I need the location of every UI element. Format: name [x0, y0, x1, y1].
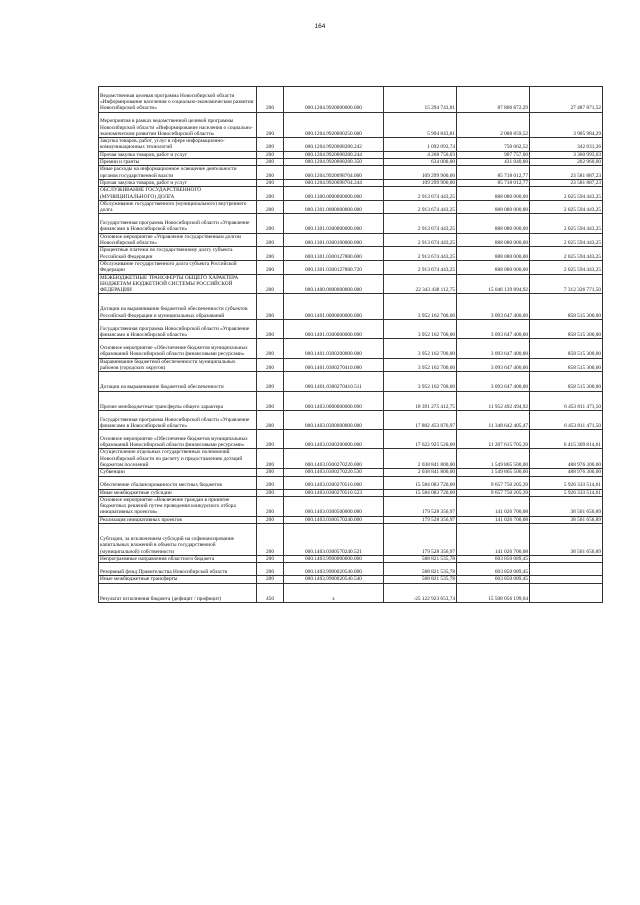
row-plan-cell: 15 294 743,81: [384, 87, 457, 113]
row-kbk-cell: 000.1403.9900020540.000: [284, 563, 384, 576]
row-name-cell: Резервный фонд Правительства Новосибирской области: [99, 563, 257, 576]
row-code-cell: 200: [257, 247, 284, 261]
table-row: [99, 187, 603, 201]
row-plan-cell: 588 821 535,78: [384, 563, 457, 576]
row-name-cell: Прочая закупка товаров, работ и услуг: [99, 179, 257, 186]
row-plan-cell: 17 622 925 520,00: [384, 430, 457, 449]
row-name-cell: Осуществление отдельных государственных полномочий Новосибирской области по расчету и предоставлению дотаций бюджетам поселений: [99, 449, 257, 469]
row-code-cell: 200: [257, 233, 284, 247]
row-remainder-cell: 488 976 300,00: [530, 469, 603, 476]
row-kbk-cell: 000.1403.0300000000.000: [284, 410, 384, 429]
row-code-cell: 200: [257, 151, 284, 158]
row-code-cell: 200: [257, 87, 284, 113]
row-name-cell: Результат исполнения бюджета (дефицит / профицит): [99, 583, 257, 602]
table-row: [99, 320, 603, 339]
row-code-cell: 200: [257, 555, 284, 562]
row-name-cell: Процентные платежи по государственному долгу субъекта Российской Федерации: [99, 247, 257, 261]
row-kbk-cell: 000.1204.9920008280.242: [284, 138, 384, 152]
row-plan-cell: 4 268 750,03: [384, 151, 457, 158]
row-plan-cell: 1 092 093,74: [384, 138, 457, 152]
row-name-cell: Государственная программа Новосибирской области «Управление финансами в Новосибирской области»: [99, 320, 257, 339]
row-remainder-cell: 2 025 594 443,25: [530, 247, 603, 261]
row-executed-cell: 9 657 750 205,39: [457, 489, 530, 496]
row-executed-cell: 141 026 700,08: [457, 516, 530, 523]
row-remainder-cell: [530, 583, 603, 602]
table-row: [99, 449, 603, 469]
row-kbk-cell: 000.1403.9900020540.540: [284, 576, 384, 583]
row-executed-cell: 87 806 872,29: [457, 87, 530, 113]
row-plan-cell: 109 299 900,00: [384, 179, 457, 186]
row-executed-cell: 3 093 647 400,00: [457, 372, 530, 391]
row-remainder-cell: [530, 576, 603, 583]
row-plan-cell: 3 952 162 700,00: [384, 339, 457, 358]
table-row: [99, 391, 603, 410]
row-executed-cell: 907 757,00: [457, 151, 530, 158]
table-row: [99, 214, 603, 233]
row-code-cell: 200: [257, 320, 284, 339]
table-row: [99, 274, 603, 294]
table-row: [99, 138, 603, 152]
table-row: [99, 372, 603, 391]
row-executed-cell: 888 080 000,00: [457, 233, 530, 247]
row-kbk-cell: 000.1401.0300000000.000: [284, 320, 384, 339]
row-remainder-cell: 3 905 984,29: [530, 112, 603, 138]
row-executed-cell: 141 026 700,08: [457, 496, 530, 516]
row-executed-cell: 85 718 012,77: [457, 166, 530, 180]
row-remainder-cell: 342 031,26: [530, 138, 603, 152]
row-executed-cell: 3 093 647 400,00: [457, 320, 530, 339]
table-row: [99, 524, 603, 556]
row-code-cell: 200: [257, 476, 284, 489]
row-executed-cell: 11 348 642 405,47: [457, 410, 530, 429]
row-code-cell: 200: [257, 496, 284, 516]
table-row: [99, 151, 603, 158]
table-body: [99, 87, 603, 603]
row-kbk-cell: 000.1301.0300127880.720: [284, 260, 384, 274]
row-executed-cell: 11 952 492 494,92: [457, 391, 530, 410]
row-remainder-cell: 858 515 300,00: [530, 339, 603, 358]
row-name-cell: Иные расходы на информационное освещение деятельности органов государственной власти: [99, 166, 257, 180]
row-kbk-cell: 000.1204.9920000250.000: [284, 112, 384, 138]
row-plan-cell: 109 299 900,00: [384, 166, 457, 180]
row-kbk-cell: 000.1301.0300000000.000: [284, 214, 384, 233]
row-executed-cell: 2 088 859,52: [457, 112, 530, 138]
table-row: [99, 555, 603, 562]
table-row: [99, 233, 603, 247]
row-plan-cell: 2 038 841 800,00: [384, 449, 457, 469]
row-kbk-cell: 000.1204.9920098704.244: [284, 179, 384, 186]
row-kbk-cell: 000.1403.0300570240.000: [284, 516, 384, 523]
row-kbk-cell: 000.1403.0300270220.530: [284, 469, 384, 476]
table-row: [99, 576, 603, 583]
row-kbk-cell: 000.1403.9900000000.000: [284, 555, 384, 562]
row-plan-cell: 15 584 083 720,00: [384, 476, 457, 489]
table-row: [99, 489, 603, 496]
row-executed-cell: 888 080 000,00: [457, 200, 530, 214]
row-kbk-cell: 000.1301.0300127880.000: [284, 247, 384, 261]
row-plan-cell: 2 913 674 443,25: [384, 214, 457, 233]
row-plan-cell: 17 802 453 876,97: [384, 410, 457, 429]
row-name-cell: Субвенции: [99, 469, 257, 476]
table-row: [99, 247, 603, 261]
row-code-cell: 200: [257, 516, 284, 523]
row-kbk-cell: x: [284, 583, 384, 602]
row-name-cell: Прочие межбюджетные трансферты общего характера: [99, 391, 257, 410]
row-name-cell: Прочая закупка товаров, работ и услуг: [99, 151, 257, 158]
row-kbk-cell: 000.1403.0000000000.000: [284, 391, 384, 410]
row-name-cell: Непрограммные направления областного бюджета: [99, 555, 257, 562]
row-code-cell: 200: [257, 159, 284, 166]
row-kbk-cell: 000.1204.9920098704.000: [284, 166, 384, 180]
row-kbk-cell: 000.1403.0300570240.521: [284, 524, 384, 556]
row-name-cell: Обслуживание государственного долга субъекта Российской Федерации: [99, 260, 257, 274]
row-name-cell: Закупка товаров, работ, услуг в сфере информационно-коммуникационных технологий: [99, 138, 257, 152]
row-remainder-cell: [530, 555, 603, 562]
row-code-cell: 200: [257, 410, 284, 429]
row-plan-cell: 2 913 674 443,25: [384, 233, 457, 247]
row-executed-cell: 750 062,52: [457, 138, 530, 152]
row-executed-cell: 141 026 700,08: [457, 524, 530, 556]
row-code-cell: 200: [257, 214, 284, 233]
row-name-cell: Обслуживание государственного (муниципального) внутреннего долга: [99, 200, 257, 214]
row-code-cell: 200: [257, 430, 284, 449]
row-executed-cell: 9 657 750 205,39: [457, 476, 530, 489]
row-remainder-cell: 202 960,00: [530, 159, 603, 166]
row-remainder-cell: 6 453 811 471,50: [530, 391, 603, 410]
row-kbk-cell: 000.1401.0300270410.000: [284, 358, 384, 372]
row-code-cell: 200: [257, 179, 284, 186]
budget-execution-table: [98, 86, 603, 603]
row-executed-cell: 11 207 615 705,39: [457, 430, 530, 449]
row-kbk-cell: 000.1400.0000000000.000: [284, 274, 384, 294]
row-plan-cell: 5 994 843,81: [384, 112, 457, 138]
row-executed-cell: 431 040,00: [457, 159, 530, 166]
row-name-cell: Основное мероприятие «Вовлечение граждан в принятие бюджетных решений путем проведения конкурсного отбора инициативных проектов»: [99, 496, 257, 516]
row-executed-cell: 888 080 000,00: [457, 214, 530, 233]
row-remainder-cell: 5 926 333 514,61: [530, 476, 603, 489]
row-remainder-cell: 2 025 594 443,25: [530, 200, 603, 214]
row-name-cell: МЕЖБЮДЖЕТНЫЕ ТРАНСФЕРТЫ ОБЩЕГО ХАРАКТЕРА БЮДЖЕТАМ БЮДЖЕТНОЙ СИСТЕМЫ РОССИЙСКОЙ ФЕДЕРАЦИИ: [99, 274, 257, 294]
row-plan-cell: 3 952 162 700,00: [384, 358, 457, 372]
row-name-cell: ОБСЛУЖИВАНИЕ ГОСУДАРСТВЕННОГО (МУНИЦИПАЛЬНОГО) ДОЛГА: [99, 187, 257, 201]
row-code-cell: 200: [257, 339, 284, 358]
row-remainder-cell: 6 415 309 814,61: [530, 430, 603, 449]
table-row: [99, 583, 603, 602]
table-row: [99, 476, 603, 489]
row-name-cell: Иные межбюджетные субсидии: [99, 489, 257, 496]
row-plan-cell: 3 952 162 700,00: [384, 320, 457, 339]
table-row: [99, 496, 603, 516]
row-executed-cell: 15 508 056 199,64: [457, 583, 530, 602]
row-code-cell: 200: [257, 112, 284, 138]
row-code-cell: 200: [257, 187, 284, 201]
row-code-cell: 200: [257, 524, 284, 556]
row-plan-cell: 3 952 162 700,00: [384, 372, 457, 391]
row-executed-cell: 1 549 865 500,00: [457, 469, 530, 476]
table-row: [99, 358, 603, 372]
row-code-cell: 200: [257, 200, 284, 214]
row-plan-cell: 3 952 162 700,00: [384, 294, 457, 320]
table-row: [99, 166, 603, 180]
row-remainder-cell: 2 025 594 443,25: [530, 260, 603, 274]
row-plan-cell: 179 528 356,97: [384, 516, 457, 523]
row-remainder-cell: 38 501 656,89: [530, 524, 603, 556]
row-plan-cell: 179 528 356,97: [384, 496, 457, 516]
row-code-cell: 200: [257, 563, 284, 576]
row-kbk-cell: 000.1401.0300270410.511: [284, 372, 384, 391]
row-name-cell: Основное мероприятие «Обеспечение бюджетов муниципальных образований Новосибирской области финансовыми ресурсами»: [99, 339, 257, 358]
row-code-cell: 200: [257, 294, 284, 320]
row-code-cell: 200: [257, 576, 284, 583]
row-kbk-cell: 000.1403.0300270510.523: [284, 489, 384, 496]
row-code-cell: 200: [257, 372, 284, 391]
table-row: [99, 260, 603, 274]
table-row: [99, 563, 603, 576]
row-name-cell: Обеспечение сбалансированности местных бюджетов: [99, 476, 257, 489]
row-name-cell: Мероприятия в рамках ведомственной целевой программы Новосибирской области «Информирование населения о социально-экономическом развитии Новосибирской области»: [99, 112, 257, 138]
row-remainder-cell: 38 501 656,89: [530, 516, 603, 523]
row-executed-cell: 3 093 647 400,00: [457, 294, 530, 320]
row-code-cell: 200: [257, 469, 284, 476]
row-code-cell: 200: [257, 166, 284, 180]
row-plan-cell: -25 122 923 653,74: [384, 583, 457, 602]
row-kbk-cell: 000.1301.0300100000.000: [284, 233, 384, 247]
row-plan-cell: 634 000,00: [384, 159, 457, 166]
row-remainder-cell: 858 515 300,00: [530, 358, 603, 372]
row-kbk-cell: 000.1204.9920008280.350: [284, 159, 384, 166]
row-remainder-cell: 2 025 594 443,25: [530, 233, 603, 247]
row-name-cell: Выравнивание бюджетной обеспеченности муниципальных районов (городских округов): [99, 358, 257, 372]
row-kbk-cell: 000.1300.0000000000.000: [284, 187, 384, 201]
table-row: [99, 410, 603, 429]
table-row: [99, 200, 603, 214]
row-executed-cell: 888 080 000,00: [457, 247, 530, 261]
row-plan-cell: 179 528 356,97: [384, 524, 457, 556]
row-executed-cell: 603 850 089,45: [457, 576, 530, 583]
table-row: [99, 159, 603, 166]
row-name-cell: Иные межбюджетные трансферты: [99, 576, 257, 583]
row-executed-cell: 3 093 647 400,00: [457, 358, 530, 372]
row-plan-cell: 588 821 535,78: [384, 576, 457, 583]
row-plan-cell: 2 913 674 443,25: [384, 187, 457, 201]
row-code-cell: 450: [257, 583, 284, 602]
row-kbk-cell: 000.1401.0300200000.000: [284, 339, 384, 358]
row-kbk-cell: 000.1403.0300270220.000: [284, 449, 384, 469]
row-name-cell: Дотации на выравнивание бюджетной обеспеченности: [99, 372, 257, 391]
row-remainder-cell: 7 312 326 771,50: [530, 274, 603, 294]
row-remainder-cell: [530, 563, 603, 576]
row-remainder-cell: 38 501 656,89: [530, 496, 603, 516]
row-kbk-cell: 000.1301.0000000000.000: [284, 200, 384, 214]
row-remainder-cell: 2 025 594 443,25: [530, 187, 603, 201]
row-kbk-cell: 000.1204.9920000000.000: [284, 87, 384, 113]
row-kbk-cell: 000.1204.9920008280.244: [284, 151, 384, 158]
row-executed-cell: 888 080 000,00: [457, 260, 530, 274]
row-name-cell: Субсидии, за исключением субсидий на софинансирование капитальных вложений в объекты государственной (муниципальной) собственности: [99, 524, 257, 556]
table-row: [99, 294, 603, 320]
row-code-cell: 200: [257, 358, 284, 372]
row-remainder-cell: 27 487 871,52: [530, 87, 603, 113]
row-name-cell: Премии и гранты: [99, 159, 257, 166]
row-remainder-cell: 23 581 887,23: [530, 179, 603, 186]
row-name-cell: Дотации на выравнивание бюджетной обеспеченности субъектов Российской Федерации и муниципальных образований: [99, 294, 257, 320]
row-name-cell: Реализация инициативных проектов: [99, 516, 257, 523]
row-executed-cell: 1 549 865 500,00: [457, 449, 530, 469]
row-executed-cell: 603 850 089,45: [457, 555, 530, 562]
row-plan-cell: 2 038 841 800,00: [384, 469, 457, 476]
row-code-cell: 200: [257, 489, 284, 496]
table-row: [99, 112, 603, 138]
row-plan-cell: 2 913 674 443,25: [384, 200, 457, 214]
row-executed-cell: 15 046 139 894,92: [457, 274, 530, 294]
row-remainder-cell: 5 926 333 514,61: [530, 489, 603, 496]
row-remainder-cell: 858 515 300,00: [530, 294, 603, 320]
table-row: [99, 179, 603, 186]
row-code-cell: 200: [257, 449, 284, 469]
row-name-cell: Основное мероприятие «Обеспечение бюджетов муниципальных образований Новосибирской области финансовыми ресурсами»: [99, 430, 257, 449]
row-code-cell: 200: [257, 260, 284, 274]
row-kbk-cell: 000.1403.0300500000.000: [284, 496, 384, 516]
row-kbk-cell: 000.1401.0000000000.000: [284, 294, 384, 320]
row-name-cell: Государственная программа Новосибирской области «Управление финансами в Новосибирской области»: [99, 214, 257, 233]
row-kbk-cell: 000.1403.0300270510.000: [284, 476, 384, 489]
row-executed-cell: 888 080 000,00: [457, 187, 530, 201]
row-kbk-cell: 000.1403.0300200000.000: [284, 430, 384, 449]
table-row: [99, 87, 603, 113]
row-name-cell: Государственная программа Новосибирской области «Управление финансами в Новосибирской области»: [99, 410, 257, 429]
row-executed-cell: 3 093 647 400,00: [457, 339, 530, 358]
row-remainder-cell: 2 025 594 443,25: [530, 214, 603, 233]
row-plan-cell: 22 343 438 112,75: [384, 274, 457, 294]
row-code-cell: 200: [257, 274, 284, 294]
row-executed-cell: 603 850 089,45: [457, 563, 530, 576]
row-name-cell: Основное мероприятие «Управление государственным долгом Новосибирской области»: [99, 233, 257, 247]
row-code-cell: 200: [257, 391, 284, 410]
row-plan-cell: 18 391 275 412,75: [384, 391, 457, 410]
row-name-cell: Ведомственная целевая программа Новосибирской области «Информирование населения о социально-экономическом развитии Новосибирской области»: [99, 87, 257, 113]
row-remainder-cell: 488 976 300,00: [530, 449, 603, 469]
row-plan-cell: 588 821 535,78: [384, 555, 457, 562]
row-plan-cell: 15 584 083 720,00: [384, 489, 457, 496]
row-remainder-cell: 23 581 887,23: [530, 166, 603, 180]
row-code-cell: 200: [257, 138, 284, 152]
row-plan-cell: 2 913 674 443,25: [384, 260, 457, 274]
page-number: 164: [314, 23, 326, 30]
row-remainder-cell: 858 515 300,00: [530, 320, 603, 339]
row-remainder-cell: 858 515 300,00: [530, 372, 603, 391]
row-executed-cell: 85 718 012,77: [457, 179, 530, 186]
table-row: [99, 469, 603, 476]
table-row: [99, 430, 603, 449]
row-plan-cell: 2 913 674 443,25: [384, 247, 457, 261]
table-row: [99, 516, 603, 523]
row-remainder-cell: 3 360 993,03: [530, 151, 603, 158]
row-remainder-cell: 6 453 811 471,50: [530, 410, 603, 429]
table-row: [99, 339, 603, 358]
